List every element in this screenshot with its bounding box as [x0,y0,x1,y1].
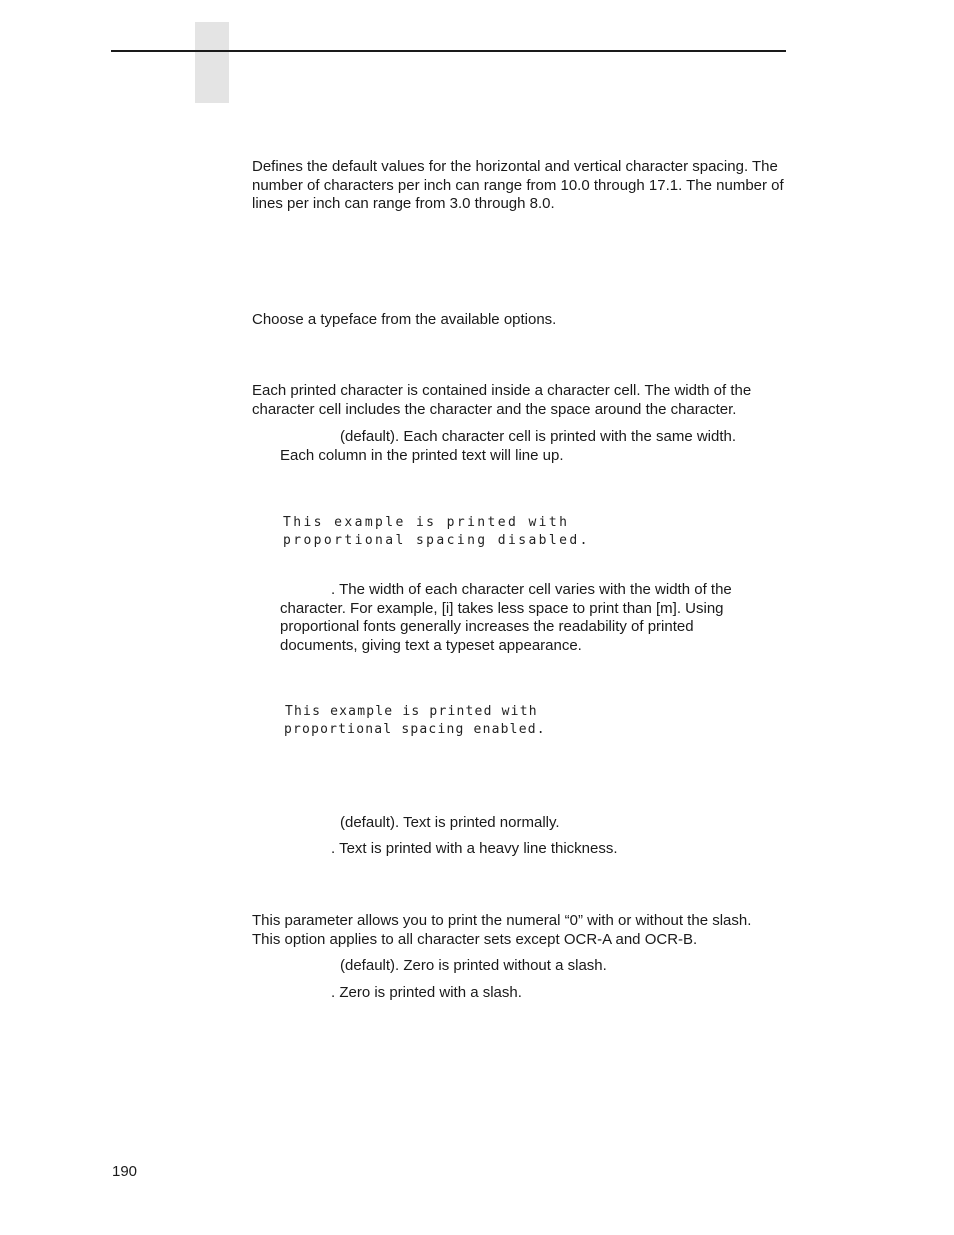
header-rule [111,50,786,52]
slash-enable-option: . Zero is printed with a slash. [331,984,522,1001]
sample-disabled-line1: This example is printed with [283,515,570,530]
proportional-disable-option: (default). Each character cell is printed with the same width. Each column in the printed text will line up. [280,428,737,464]
sample-enabled-line2: proportional spacing enabled. [284,722,546,737]
slashed-zero-description: This parameter allows you to print the numeral “0” with or without the slash. This option applies to all character sets except OCR-A and OCR-B. [252,912,752,948]
sample-disabled-line2: proportional spacing disabled. [283,533,590,548]
slash-disable-option: (default). Zero is printed without a slash. [340,957,607,974]
proportional-description: Each printed character is contained inside a character cell. The width of the character cell includes the character and the space around the character. [252,382,752,418]
bold-enable-option: . Text is printed with a heavy line thickness. [331,840,618,857]
bold-disable-option: (default). Text is printed normally. [340,814,560,831]
typeface-description: Choose a typeface from the available options. [252,311,557,328]
page-number: 190 [112,1163,138,1180]
proportional-enable-option: . The width of each character cell varies with the width of the character. For example, [i] takes less space to print than [m]. Using proportional fonts generally increases the readability of printed documents, giving text a typeset appearance. [280,581,732,654]
chapter-tab [195,22,229,103]
sample-enabled-line1: This example is printed with [285,704,538,719]
spacing-description: Defines the default values for the horizontal and vertical character spacing. The number of characters per inch can range from 10.0 through 17.1. The number of lines per inch can range from 3.0 through 8.0. [252,158,784,212]
